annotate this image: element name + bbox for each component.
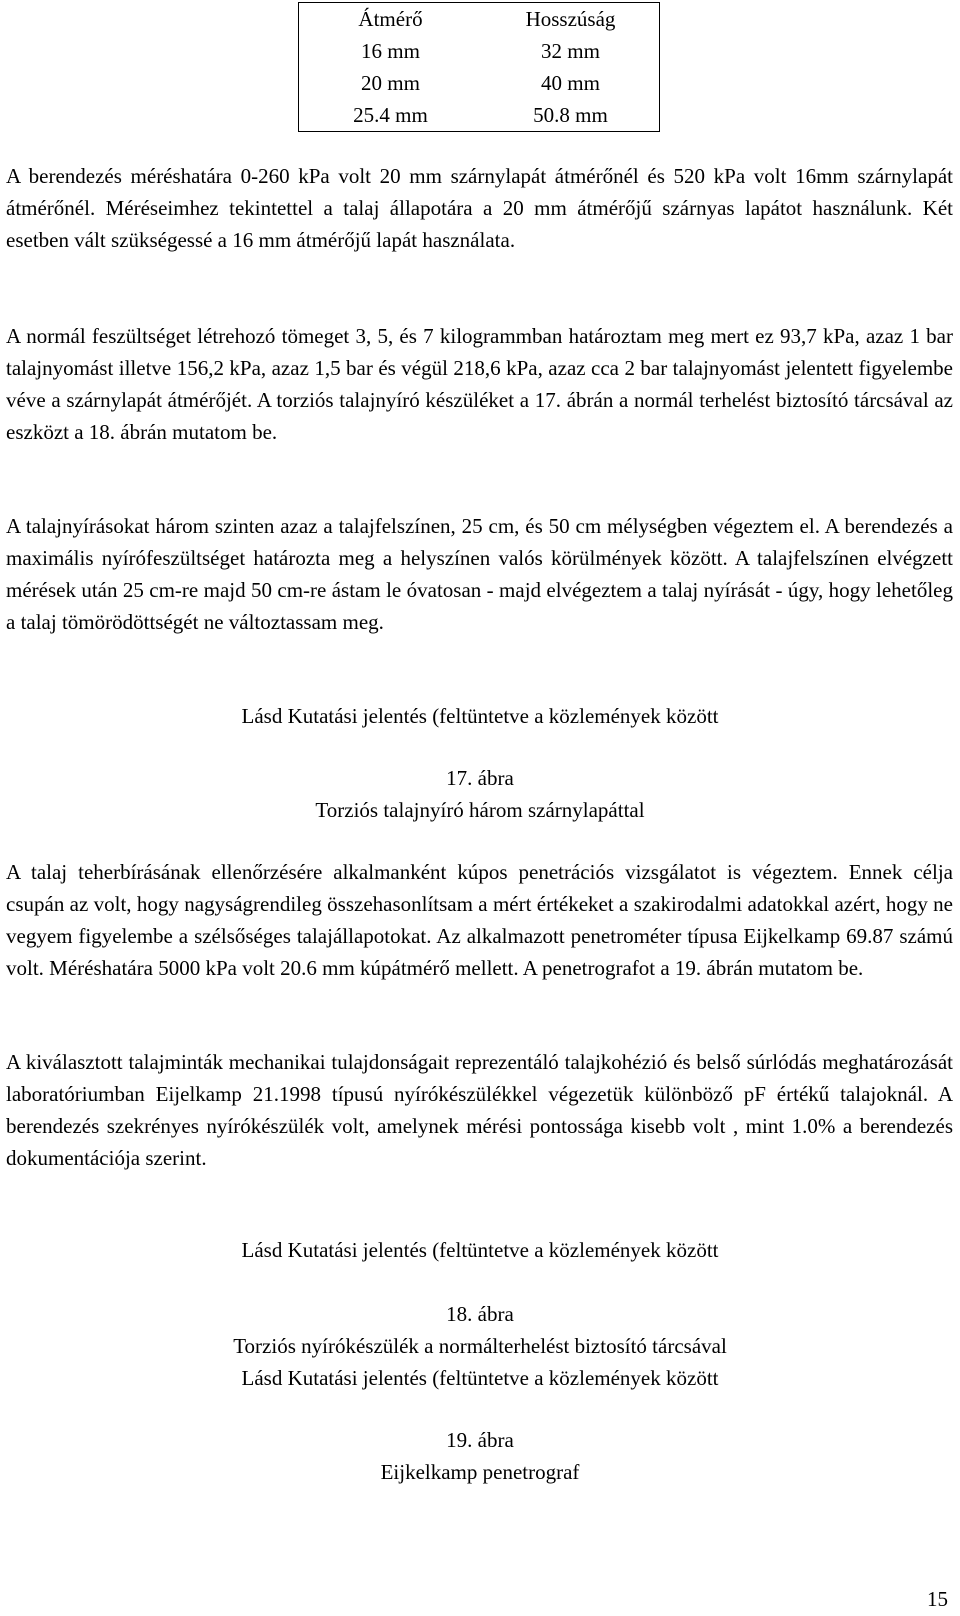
figure-17-caption: Torziós talajnyíró három szárnylapáttal bbox=[315, 798, 645, 822]
table-cell: 40 mm bbox=[541, 71, 600, 95]
table-header-cell: Átmérő bbox=[358, 7, 423, 31]
paragraph-normal-stress: A normál feszültséget létrehozó tömeget 3, 5, és 7 kilogrammban határoztam meg mert ez 93,7 kPa, azaz 1 bar talajnyomást illetve 156,2 kPa, azaz 1,5 bar és végül 218,6 kPa, azaz cca 2 bar talajnyomást jelentett figyelembe véve a szárnylapát átmérőjét. A torziós talajnyíró készüléket a 17. ábrán a normál terhelést biztosító tárcsával az eszközt a 18. ábrán mutatom be. bbox=[6, 324, 953, 444]
figure-17-number: 17. ábra bbox=[446, 766, 514, 790]
table-row bbox=[299, 99, 660, 132]
table-header-row bbox=[299, 3, 660, 36]
table-cell: 50.8 mm bbox=[533, 103, 608, 127]
paragraph-laboratory-tests: A kiválasztott talajminták mechanikai tulajdonságait reprezentáló talajkohézió és belső súrlódás meghatározását laboratóriumban Eijelkamp 21.1998 típusú nyírókészülékkel végezetük különböző pF értékű talajoknál. A berendezés szekrényes nyírókészülék volt, amelynek mérési pontossága kisebb volt , mint 1.0% a berendezés dokumentációja szerint. bbox=[6, 1050, 953, 1170]
table-cell: 32 mm bbox=[541, 39, 600, 63]
figure-19-caption: Eijkelkamp penetrograf bbox=[380, 1460, 580, 1484]
table-header-cell: Hosszúság bbox=[525, 7, 616, 31]
dimension-table bbox=[298, 2, 660, 132]
research-report-reference: Lásd Kutatási jelentés (feltüntetve a közlemények között bbox=[241, 1238, 719, 1262]
table-cell: 20 mm bbox=[361, 71, 420, 95]
figure-18-number: 18. ábra bbox=[446, 1302, 514, 1326]
figure-18-caption: Torziós nyírókészülék a normálterhelést biztosító tárcsával bbox=[233, 1334, 727, 1358]
paragraph-penetration-test: A talaj teherbírásának ellenőrzésére alkalmanként kúpos penetrációs vizsgálatot is végeztem. Ennek célja csupán az volt, hogy nagyságrendileg összehasonlítsam a mért értékeket a szakirodalmi adatokkal azért, hogy ne vegyem figyelembe a szélsőséges talajállapotokat. Az alkalmazott penetrométer típusa Eijkelkamp 69.87 számú volt. Méréshatára 5000 kPa volt 20.6 mm kúpátmérő mellett. A penetrografot a 19. ábrán mutatom be. bbox=[6, 860, 953, 980]
page-number: 15 bbox=[927, 1587, 948, 1611]
paragraph-measurement-range: A berendezés méréshatára 0-260 kPa volt 20 mm szárnylapát átmérőnél és 520 kPa volt 16mm szárnylapát átmérőnél. Méréseimhez tekintettel a talaj állapotára a 20 mm átmérőjű szárnyas lapátot használunk. Két esetben vált szükségessé a 16 mm átmérőjű lapát használata. bbox=[6, 164, 953, 252]
table-cell: 16 mm bbox=[361, 39, 420, 63]
table-row bbox=[299, 67, 660, 99]
table-cell: 25.4 mm bbox=[353, 103, 428, 127]
table-row bbox=[299, 35, 660, 67]
figure-19-number: 19. ábra bbox=[446, 1428, 514, 1452]
paragraph-shear-tests: A talajnyírásokat három szinten azaz a talajfelszínen, 25 cm, és 50 cm mélységben végeztem el. A berendezés a maximális nyírófeszültséget határozta meg a helyszínen valós körülmények között. A talajfelszínen elvégzett mérések után 25 cm-re majd 50 cm-re ástam le óvatosan - majd elvégeztem a talaj nyírását - úgy, hogy lehetőleg a talaj tömörödöttségét ne változtassam meg. bbox=[6, 514, 953, 634]
research-report-reference: Lásd Kutatási jelentés (feltüntetve a közlemények között bbox=[241, 1366, 719, 1390]
research-report-reference: Lásd Kutatási jelentés (feltüntetve a közlemények között bbox=[241, 704, 719, 728]
